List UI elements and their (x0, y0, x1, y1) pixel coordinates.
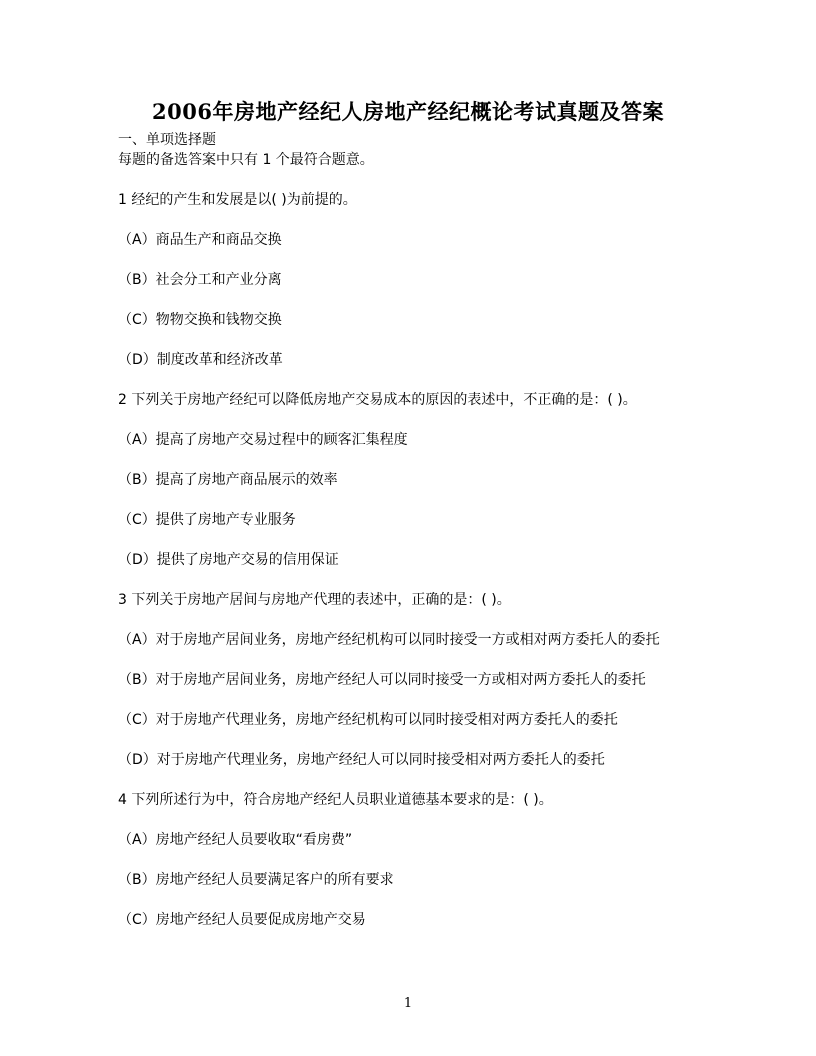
question-3-option-d: （D）对于房地产代理业务，房地产经纪人可以同时接受相对两方委托人的委托 (118, 752, 605, 768)
question-3-stem: 3 下列关于房地产居间与房地产代理的表述中，正确的是：( )。 (118, 592, 511, 608)
document-title: 2006年房地产经纪人房地产经纪概论考试真题及答案 (152, 99, 664, 124)
instructions-text: 每题的备选答案中只有 1 个最符合题意。 (118, 152, 374, 168)
question-3-option-b: （B）对于房地产居间业务，房地产经纪人可以同时接受一方或相对两方委托人的委托 (118, 672, 646, 688)
page-number: 1 (403, 996, 413, 1011)
question-1-option-b: （B）社会分工和产业分离 (118, 272, 282, 288)
question-3-option-c: （C）对于房地产代理业务，房地产经纪机构可以同时接受相对两方委托人的委托 (118, 712, 618, 728)
question-4-option-a: （A）房地产经纪人员要收取“看房费” (118, 832, 353, 848)
section-heading: 一、单项选择题 (118, 132, 216, 148)
question-2-option-b: （B）提高了房地产商品展示的效率 (118, 472, 338, 488)
question-4-option-c: （C）房地产经纪人员要促成房地产交易 (118, 912, 366, 928)
question-4-stem: 4 下列所述行为中，符合房地产经纪人员职业道德基本要求的是：( )。 (118, 792, 553, 808)
question-2-option-a: （A）提高了房地产交易过程中的顾客汇集程度 (118, 432, 408, 448)
question-4-option-b: （B）房地产经纪人员要满足客户的所有要求 (118, 872, 394, 888)
question-2-stem: 2 下列关于房地产经纪可以降低房地产交易成本的原因的表述中，不正确的是：( )。 (118, 392, 637, 408)
question-2-option-c: （C）提供了房地产专业服务 (118, 512, 296, 528)
question-1-option-a: （A）商品生产和商品交换 (118, 232, 282, 248)
question-2-option-d: （D）提供了房地产交易的信用保证 (118, 552, 339, 568)
question-3-option-a: （A）对于房地产居间业务，房地产经纪机构可以同时接受一方或相对两方委托人的委托 (118, 632, 660, 648)
question-1-stem: 1 经纪的产生和发展是以( )为前提的。 (118, 192, 357, 208)
question-1-option-d: （D）制度改革和经济改革 (118, 352, 283, 368)
question-1-option-c: （C）物物交换和钱物交换 (118, 312, 282, 328)
